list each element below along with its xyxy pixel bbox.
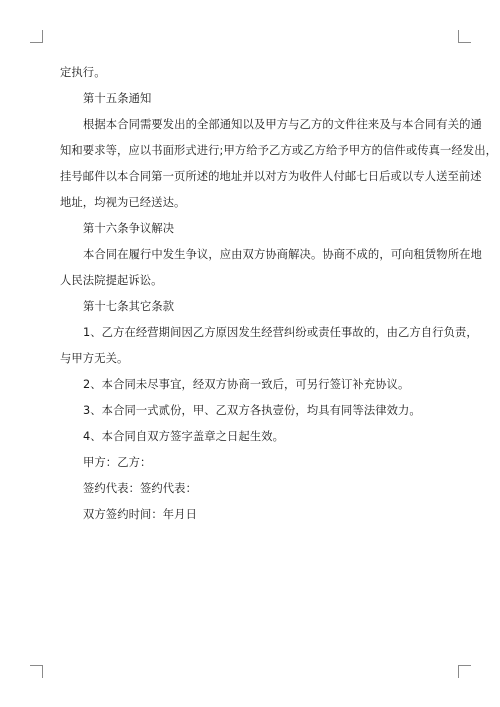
text-line: 与甲方无关。 [60,352,129,365]
text-line: 4、本合同自双方签字盖章之日起生效。 [83,430,285,443]
document-body [60,66,497,522]
crop-mark-bottom-left [30,665,43,678]
text-line: 人民法院提起诉讼。 [60,274,163,287]
crop-mark-bottom-right [458,665,471,678]
text-line: 本合同在履行中发生争议，应由双方协商解决。协商不成的，可向租赁物所在地 [83,248,482,261]
text-line: 2、本合同未尽事宜，经双方协商一致后，可另行签订补充协议。 [83,378,410,391]
text-line: 3、本合同一式贰份，甲、乙双方各执壹份，均具有同等法律效力。 [83,404,421,417]
text-line: 第十六条争议解决 [83,222,175,235]
text-line: 1、乙方在经营期间因乙方原因发生经营纠纷或责任事故的，由乙方自行负责， [83,326,478,339]
text-line: 地址，均视为已经送达。 [60,196,186,209]
text-line: 根据本合同需要发出的全部通知以及甲方与乙方的文件往来及与本合同有关的通 [83,118,482,131]
crop-mark-top-left [30,30,43,43]
text-line: 双方签约时间：年月日 [83,508,197,521]
text-line: 挂号邮件以本合同第一页所述的地址并以对方为收件人付邮七日后或以专人送至前述 [60,170,482,183]
text-line: 知和要求等，应以书面形式进行;甲方给予乙方或乙方给予甲方的信件或传真一经发出， [60,144,497,157]
crop-mark-top-right [458,30,471,43]
text-line: 甲方：乙方： [83,456,152,469]
text-line: 定执行。 [60,66,106,79]
text-line: 第十五条通知 [83,92,152,105]
text-line: 第十七条其它条款 [83,300,175,313]
text-line: 签约代表：签约代表： [83,482,197,495]
